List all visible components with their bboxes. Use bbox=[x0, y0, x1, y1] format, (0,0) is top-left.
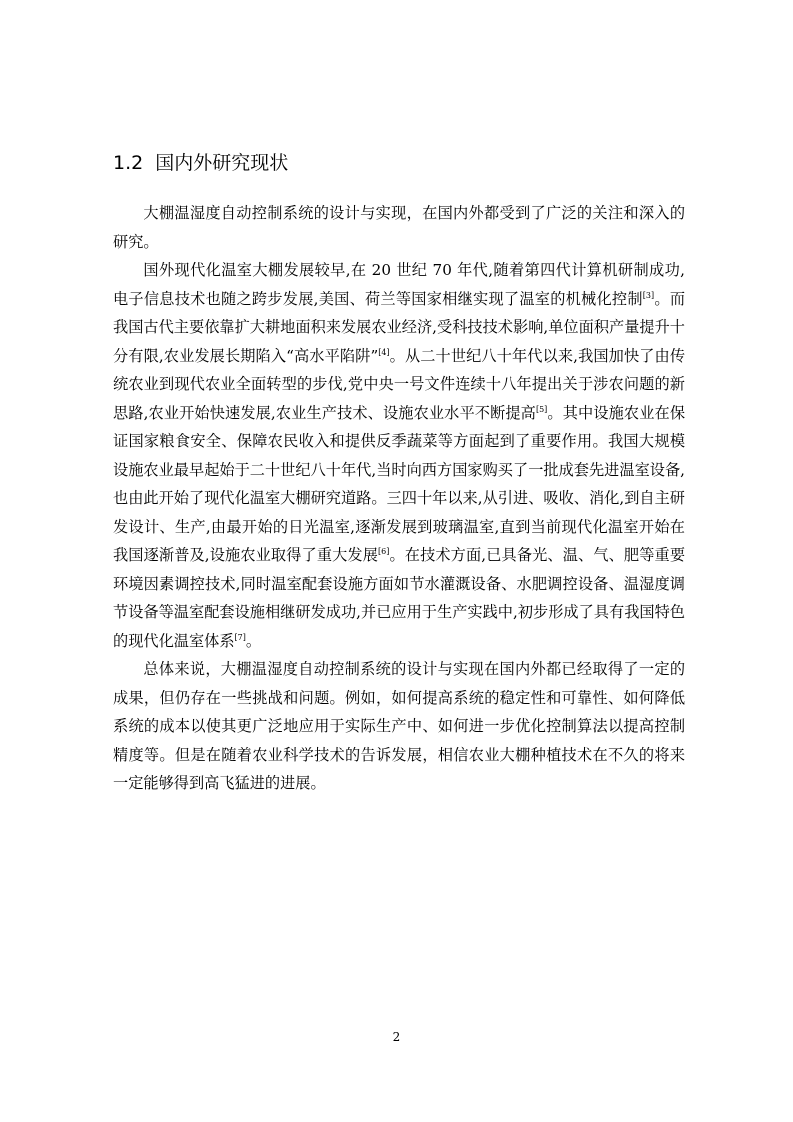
body-text bbox=[113, 199, 685, 798]
citation-5: [5] bbox=[535, 404, 548, 414]
citation-3: [3] bbox=[642, 290, 655, 300]
paragraph-1-text: 大棚温湿度自动控制系统的设计与实现，在国内外都受到了广泛的关注和深入的研究。 bbox=[113, 204, 685, 251]
section-number: 1.2 bbox=[113, 152, 144, 174]
paragraph-1 bbox=[113, 199, 685, 256]
citation-7: [7] bbox=[234, 632, 246, 642]
citation-4: [4] bbox=[378, 347, 390, 357]
paragraph-2-sentence-4: 。其中设施农业在保证国家粮食安全、保障农民收入和提供反季蔬菜等方面起到了重要作用。我国大规模设施农业最早起始于二十世纪八十年代,当时向西方国家购买了一批成套先进温室设备,也由此开始了现代化温室大棚研究道路。三四十年以来,从引进、吸收、消化,到自主研发设计、生产,由最开始的日光温室,逐渐发展到玻璃温室,直到当前现代化温室开始在我国逐渐普及,设施农业取得了重大发展 bbox=[113, 403, 686, 564]
paragraph-2 bbox=[113, 256, 685, 655]
paragraph-3 bbox=[113, 655, 685, 798]
paragraph-2-sentence-6: 。 bbox=[245, 631, 262, 650]
section-heading bbox=[113, 150, 693, 176]
paragraph-2-sentence-1: 国外现代化温室大棚发展较早,在 20 世纪 70 年代,随着第四代计算机研制成功,电子信息技术也随之跨步发展,美国、荷兰等国家相继实现了温室的机械化控制 bbox=[113, 261, 685, 308]
paragraph-2-sentence-3: 。从二十世纪八十年代以来,我国加快了由传统农业到现代农业全面转型的步伐,党中央一号文件连续十八年提出关于涉农问题的新思路,农业开始快速发展,农业生产技术、设施农业水平不断提高 bbox=[113, 346, 686, 422]
page-number: 2 bbox=[392, 1030, 401, 1044]
paragraph-3-text: 总体来说，大棚温湿度自动控制系统的设计与实现在国内外都已经取得了一定的成果，但仍存在一些挑战和问题。例如，如何提高系统的稳定性和可靠性、如何降低系统的成本以使其更广泛地应用于实际生产中、如何进一步优化控制算法以提高控制精度等。但是在随着农业科学技术的告诉发展，相信农业大棚种植技术在不久的将来一定能够得到高飞猛进的进展。 bbox=[113, 660, 685, 792]
paragraph-2-sentence-2: 。而我国古代主要依靠扩大耕地面积来发展农业经济,受科技技术影响,单位面积产量提升十分有限,农业发展长期陷入“高水平陷阱” bbox=[113, 289, 686, 365]
section-title: 国内外研究现状 bbox=[155, 152, 289, 174]
paragraph-2-sentence-5: 。在技术方面,已具备光、温、气、肥等重要环境因素调控技术,同时温室配套设施方面如节水灌溉设备、水肥调控设备、温湿度调节设备等温室配套设施相继研发成功,并已应用于生产实践中,初步形成了具有我国特色的现代化温室体系 bbox=[113, 546, 686, 650]
citation-6: [6] bbox=[378, 547, 390, 556]
